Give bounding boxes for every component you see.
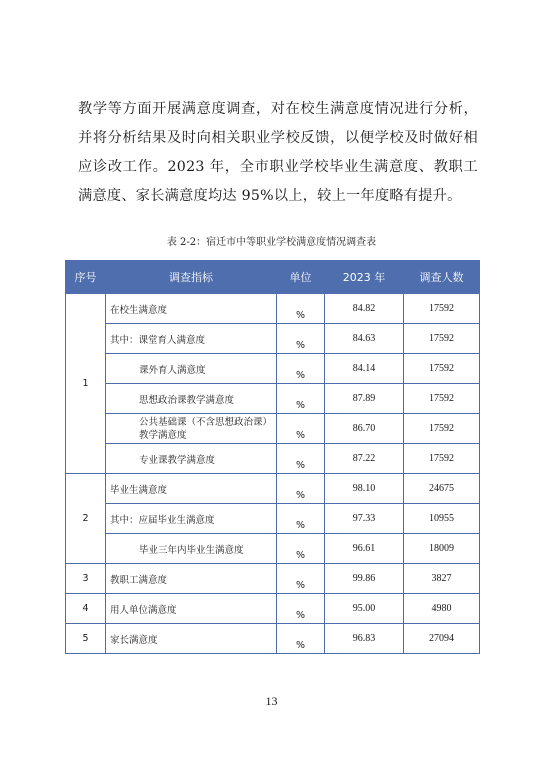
indicator-cell: 毕业生满意度 bbox=[106, 474, 277, 504]
value-cell: 96.61 bbox=[325, 534, 404, 564]
value-cell: 96.83 bbox=[325, 624, 404, 654]
indicator-cell: 教职工满意度 bbox=[106, 564, 277, 594]
indicator-cell: 其中：应届毕业生满意度 bbox=[106, 504, 277, 534]
table-row bbox=[66, 504, 480, 534]
table-row bbox=[66, 534, 480, 564]
seq-cell: 1 bbox=[66, 294, 106, 474]
table-row bbox=[66, 384, 480, 414]
indicator-cell: 课外育人满意度 bbox=[106, 354, 277, 384]
value-cell: 87.89 bbox=[325, 384, 404, 414]
indicator-cell: 思想政治课教学满意度 bbox=[106, 384, 277, 414]
unit-cell: % bbox=[277, 294, 325, 324]
unit-cell: % bbox=[277, 594, 325, 624]
value-cell: 97.33 bbox=[325, 504, 404, 534]
indicator-cell: 毕业三年内毕业生满意度 bbox=[106, 534, 277, 564]
table-row bbox=[66, 354, 480, 384]
indicator-cell: 家长满意度 bbox=[106, 624, 277, 654]
unit-cell: % bbox=[277, 474, 325, 504]
unit-cell: % bbox=[277, 624, 325, 654]
count-cell: 17592 bbox=[404, 414, 480, 444]
count-cell: 18009 bbox=[404, 534, 480, 564]
indicator-cell: 其中：课堂育人满意度 bbox=[106, 324, 277, 354]
unit-cell: % bbox=[277, 504, 325, 534]
header-indicator: 调查指标 bbox=[106, 261, 277, 294]
table-row bbox=[66, 624, 480, 654]
value-cell: 99.86 bbox=[325, 564, 404, 594]
value-cell: 95.00 bbox=[325, 594, 404, 624]
count-cell: 17592 bbox=[404, 324, 480, 354]
header-unit: 单位 bbox=[277, 261, 325, 294]
unit-cell: % bbox=[277, 414, 325, 444]
table-header-row bbox=[66, 261, 480, 294]
header-year: 2023 年 bbox=[325, 261, 404, 294]
table-row bbox=[66, 474, 480, 504]
unit-cell: % bbox=[277, 444, 325, 474]
unit-cell: % bbox=[277, 324, 325, 354]
count-cell: 3827 bbox=[404, 564, 480, 594]
indicator-cell: 在校生满意度 bbox=[106, 294, 277, 324]
value-cell: 84.82 bbox=[325, 294, 404, 324]
header-seq: 序号 bbox=[66, 261, 106, 294]
value-cell: 87.22 bbox=[325, 444, 404, 474]
indicator-cell: 专业课教学满意度 bbox=[106, 444, 277, 474]
table-row bbox=[66, 594, 480, 624]
body-paragraph: 教学等方面开展满意度调查，对在校生满意度情况进行分析，并将分析结果及时向相关职业学校反馈，以便学校及时做好相应诊改工作。2023 年，全市职业学校毕业生满意度、教职工满意度、家长满意度均达 95%以上，较上一年度略有提升。 bbox=[78, 101, 478, 204]
unit-cell: % bbox=[277, 564, 325, 594]
unit-cell: % bbox=[277, 384, 325, 414]
count-cell: 17592 bbox=[404, 384, 480, 414]
table-row bbox=[66, 294, 480, 324]
indicator-cell: 用人单位满意度 bbox=[106, 594, 277, 624]
value-cell: 84.63 bbox=[325, 324, 404, 354]
table-caption: 表 2-2：宿迁市中等职业学校满意度情况调查表 bbox=[166, 237, 377, 248]
page-number: 13 bbox=[265, 694, 278, 708]
value-cell: 86.70 bbox=[325, 414, 404, 444]
value-cell: 84.14 bbox=[325, 354, 404, 384]
seq-cell: 5 bbox=[66, 624, 106, 654]
count-cell: 4980 bbox=[404, 594, 480, 624]
count-cell: 17592 bbox=[404, 444, 480, 474]
satisfaction-table bbox=[65, 260, 480, 654]
table-row bbox=[66, 444, 480, 474]
table-row bbox=[66, 324, 480, 354]
unit-cell: % bbox=[277, 534, 325, 564]
header-count: 调查人数 bbox=[404, 261, 480, 294]
count-cell: 27094 bbox=[404, 624, 480, 654]
indicator-cell: 公共基础课（不含思想政治课）教学满意度 bbox=[106, 414, 277, 444]
count-cell: 24675 bbox=[404, 474, 480, 504]
count-cell: 17592 bbox=[404, 354, 480, 384]
seq-cell: 2 bbox=[66, 474, 106, 564]
table-row bbox=[66, 564, 480, 594]
unit-cell: % bbox=[277, 354, 325, 384]
count-cell: 17592 bbox=[404, 294, 480, 324]
table-row bbox=[66, 414, 480, 444]
count-cell: 10955 bbox=[404, 504, 480, 534]
value-cell: 98.10 bbox=[325, 474, 404, 504]
seq-cell: 3 bbox=[66, 564, 106, 594]
seq-cell: 4 bbox=[66, 594, 106, 624]
